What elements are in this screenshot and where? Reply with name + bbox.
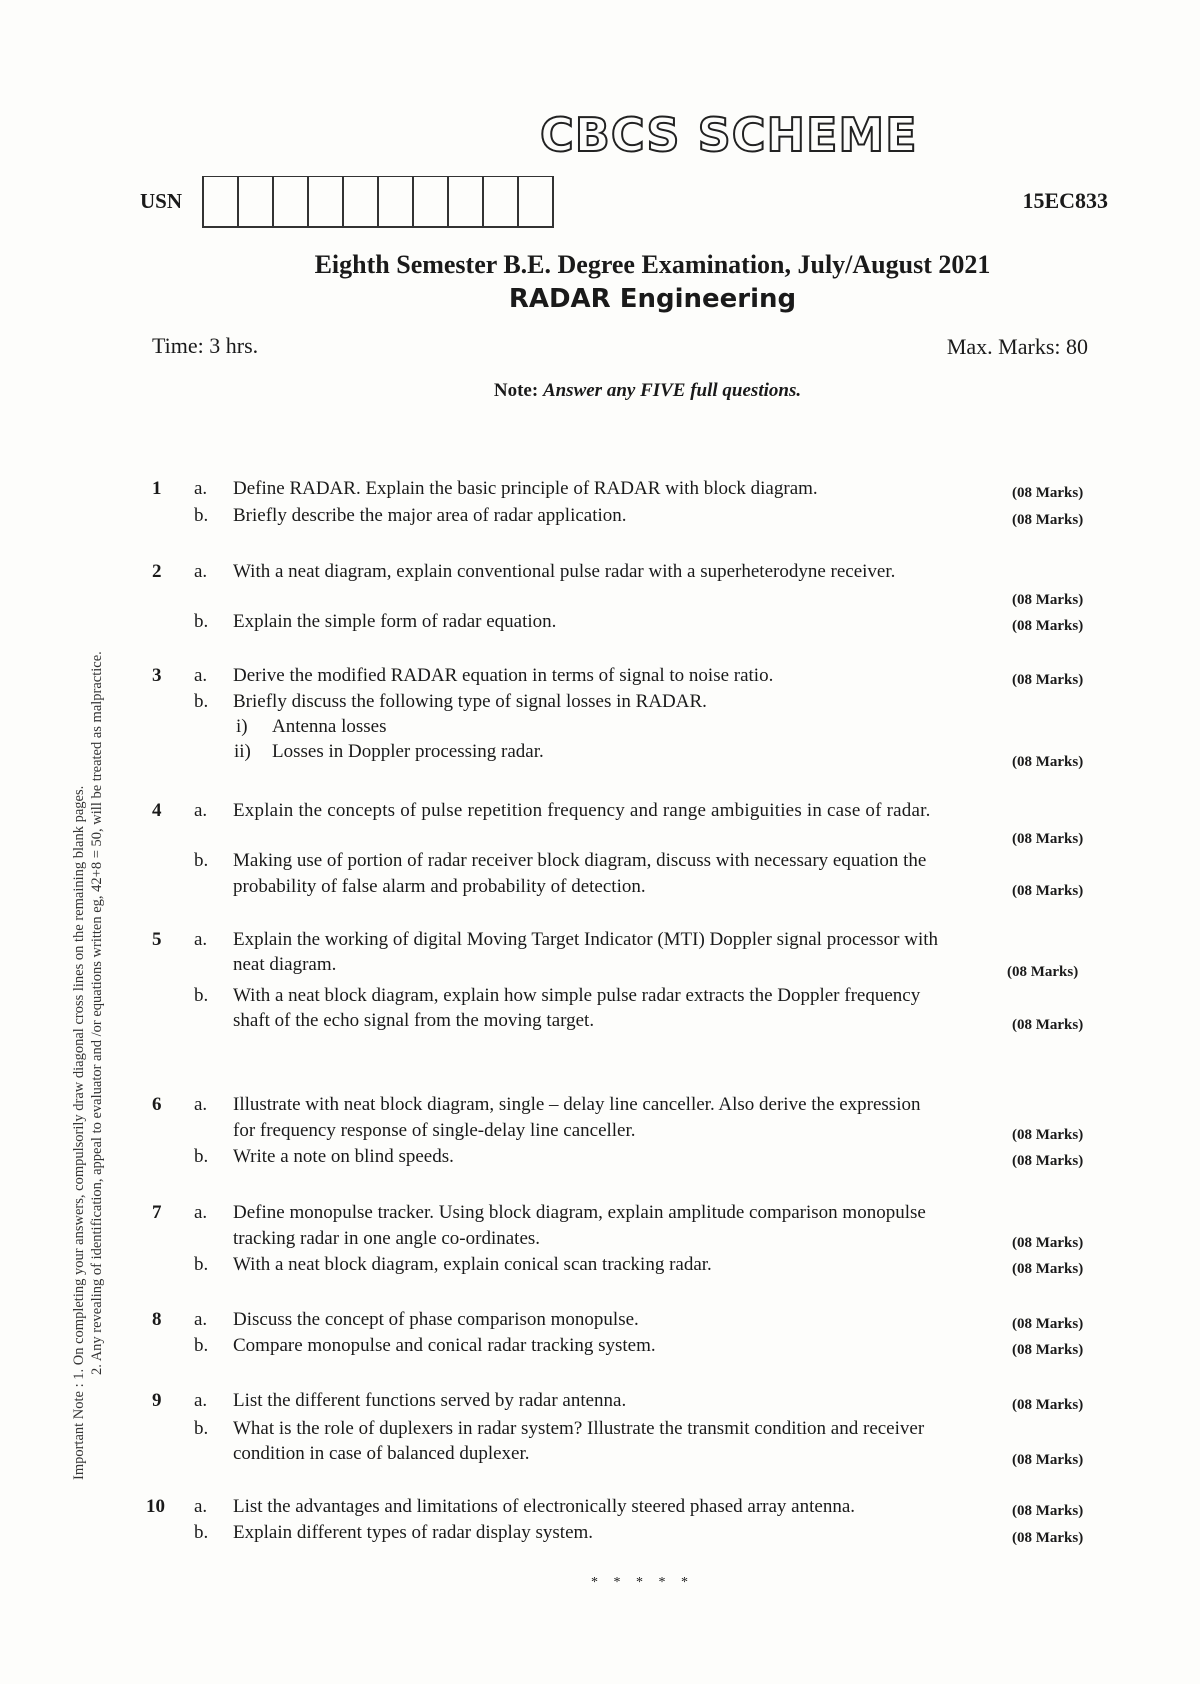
part-letter: a.: [194, 561, 208, 582]
scheme-stamp: CBCS SCHEME: [540, 108, 918, 162]
usn-cell: [379, 176, 414, 228]
question-text: With a neat block diagram, explain conical scan tracking radar.: [233, 1254, 712, 1275]
part-letter: a.: [194, 1202, 208, 1223]
question-number: 4: [152, 800, 162, 821]
usn-cell: [519, 176, 554, 228]
part-letter: a.: [194, 1390, 208, 1411]
part-letter: b.: [194, 1522, 209, 1543]
question-text: Define RADAR. Explain the basic principle of RADAR with block diagram.: [233, 478, 818, 499]
question-text: What is the role of duplexers in radar system? Illustrate the transmit condition and receiver: [233, 1418, 925, 1439]
note-label: Note:: [493, 380, 539, 401]
sub-item-number: i): [236, 716, 248, 737]
usn-box: [202, 176, 554, 228]
question-text: Briefly discuss the following type of signal losses in RADAR.: [233, 691, 707, 712]
question-number: 1: [152, 478, 162, 499]
part-letter: a.: [194, 929, 208, 950]
usn-label: USN: [140, 189, 183, 213]
part-letter: a.: [194, 1309, 208, 1330]
part-letter: a.: [194, 665, 208, 686]
question-number: 3: [152, 665, 162, 686]
side-important-note: [70, 420, 106, 1480]
marks-label: (08 Marks): [1012, 672, 1084, 688]
question-text: for frequency response of single-delay line canceller.: [233, 1120, 636, 1141]
question-text: Derive the modified RADAR equation in terms of signal to noise ratio.: [233, 665, 774, 686]
marks-label: (08 Marks): [1007, 964, 1079, 980]
question-text: Write a note on blind speeds.: [233, 1146, 454, 1167]
part-letter: b.: [194, 1146, 209, 1167]
part-letter: b.: [194, 611, 209, 632]
marks-label: (08 Marks): [1012, 1342, 1084, 1358]
marks-label: (08 Marks): [1012, 1017, 1084, 1033]
part-letter: b.: [194, 691, 209, 712]
course-code: 15EC833: [1022, 188, 1108, 213]
question-text: Briefly describe the major area of radar application.: [233, 505, 627, 526]
question-number: 5: [152, 929, 162, 950]
question-text: Explain the working of digital Moving Target Indicator (MTI) Doppler signal processor with: [233, 929, 939, 950]
sub-item-number: ii): [234, 741, 251, 762]
question-text: With a neat diagram, explain conventional pulse radar with a superheterodyne receiver.: [233, 561, 896, 582]
side-note-line-2: 2. Any revealing of identification, appeal to evaluator and /or equations written eg, 42+8 = 50, will be treated as malpractice.: [89, 651, 105, 1375]
question-number: 2: [152, 561, 162, 582]
marks-label: (08 Marks): [1012, 831, 1084, 847]
marks-label: (08 Marks): [1012, 485, 1084, 501]
question-text: Explain the simple form of radar equation.: [233, 611, 557, 632]
marks-label: (08 Marks): [1012, 1127, 1084, 1143]
question-text: List the advantages and limitations of electronically steered phased array antenna.: [233, 1496, 856, 1517]
marks-label: (08 Marks): [1012, 1503, 1084, 1519]
question-number: 10: [146, 1496, 165, 1517]
exam-title: Eighth Semester B.E. Degree Examination, July/August 2021: [314, 250, 991, 279]
usn-cell: [484, 176, 519, 228]
usn-cell: [239, 176, 274, 228]
part-letter: b.: [194, 1254, 209, 1275]
part-letter: a.: [194, 800, 208, 821]
part-letter: b.: [194, 850, 209, 871]
marks-label: (08 Marks): [1012, 1316, 1084, 1332]
usn-cell: [274, 176, 309, 228]
question-text: With a neat block diagram, explain how simple pulse radar extracts the Doppler frequency: [233, 985, 921, 1006]
question-text: condition in case of balanced duplexer.: [233, 1443, 530, 1464]
time-allowed: Time: 3 hrs.: [152, 333, 259, 358]
usn-cell: [309, 176, 344, 228]
part-letter: a.: [194, 478, 208, 499]
usn-cell: [204, 176, 239, 228]
question-number: 9: [152, 1390, 162, 1411]
marks-label: (08 Marks): [1012, 512, 1084, 528]
part-letter: b.: [194, 505, 209, 526]
part-letter: b.: [194, 1335, 209, 1356]
usn-cell: [344, 176, 379, 228]
marks-label: (08 Marks): [1012, 1235, 1084, 1251]
subject-title: RADAR Engineering: [508, 284, 797, 314]
part-letter: a.: [194, 1094, 208, 1115]
usn-cell: [449, 176, 484, 228]
marks-label: (08 Marks): [1012, 592, 1084, 608]
side-note-line-1: Important Note : 1. On completing your answers, compulsorily draw diagonal cross lines on the remaining blank pages.: [71, 785, 87, 1480]
question-text: Explain different types of radar display system.: [233, 1522, 594, 1543]
marks-label: (08 Marks): [1012, 1397, 1084, 1413]
part-letter: b.: [194, 1418, 209, 1439]
question-text: probability of false alarm and probability of detection.: [233, 876, 646, 897]
question-number: 8: [152, 1309, 162, 1330]
question-text: Define monopulse tracker. Using block diagram, explain amplitude comparison monopulse: [233, 1202, 926, 1223]
question-text: Illustrate with neat block diagram, single – delay line canceller. Also derive the expression: [233, 1094, 921, 1115]
question-number: 6: [152, 1094, 162, 1115]
part-letter: b.: [194, 985, 209, 1006]
question-text: Explain the concepts of pulse repetition frequency and range ambiguities in case of radar.: [233, 800, 931, 821]
question-text: tracking radar in one angle co-ordinates.: [233, 1228, 541, 1249]
question-text: Making use of portion of radar receiver block diagram, discuss with necessary equation the: [233, 850, 927, 871]
marks-label: (08 Marks): [1012, 754, 1084, 770]
marks-label: (08 Marks): [1012, 618, 1084, 634]
sub-item-text: Losses in Doppler processing radar.: [272, 741, 544, 762]
question-text: Discuss the concept of phase comparison monopulse.: [233, 1309, 639, 1330]
sub-item-text: Antenna losses: [272, 716, 387, 737]
end-stars: * * * * *: [591, 1575, 694, 1590]
question-text: shaft of the echo signal from the moving target.: [233, 1010, 595, 1031]
marks-label: (08 Marks): [1012, 883, 1084, 899]
marks-label: (08 Marks): [1012, 1153, 1084, 1169]
part-letter: a.: [194, 1496, 208, 1517]
note-text: Answer any FIVE full questions.: [542, 380, 802, 401]
question-text: neat diagram.: [233, 954, 337, 975]
marks-label: (08 Marks): [1012, 1452, 1084, 1468]
question-number: 7: [152, 1202, 162, 1223]
question-text: Compare monopulse and conical radar tracking system.: [233, 1335, 656, 1356]
instructions-note: [0, 380, 1200, 402]
marks-label: (08 Marks): [1012, 1261, 1084, 1277]
max-marks: Max. Marks: 80: [946, 334, 1088, 359]
question-text: List the different functions served by radar antenna.: [233, 1390, 627, 1411]
usn-cell: [414, 176, 449, 228]
marks-label: (08 Marks): [1012, 1530, 1084, 1546]
